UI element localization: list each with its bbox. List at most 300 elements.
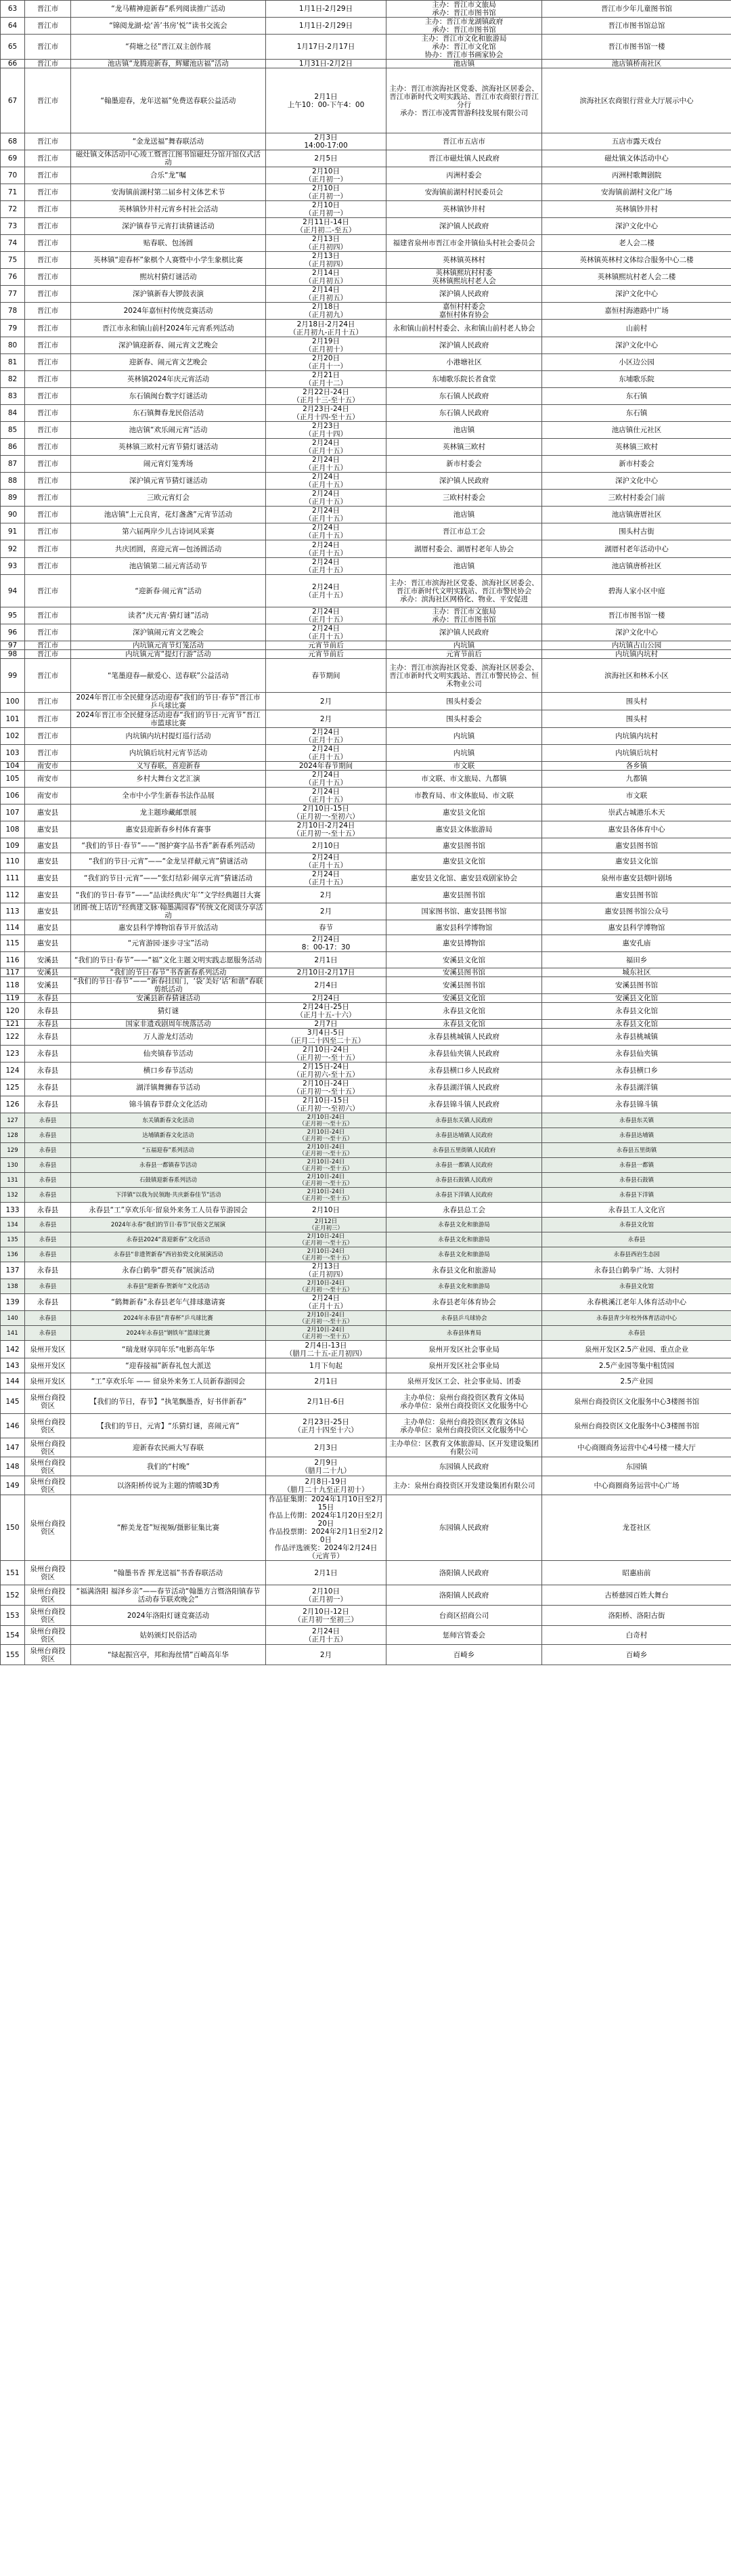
table-row [1,456,731,473]
activity-time-cell: 2月24日 （正月十五） [266,456,386,473]
table-row [1,1495,731,1561]
activity-time-cell: 2月1日 [266,952,386,968]
activity-name-cell: 深沪镇新春大锣鼓表演 [71,286,266,303]
region-cell: 晋江市 [25,150,71,167]
organizer-cell: 市文联 [386,762,542,771]
venue-cell: 惠安县图书馆 [542,887,731,903]
activity-time-cell: 2月5日 [266,150,386,167]
region-cell: 晋江市 [25,693,71,710]
venue-cell: 东石镇 [542,388,731,405]
row-number-cell: 117 [1,968,25,977]
organizer-cell: 惠安县文化馆 [386,853,542,870]
activity-name-cell: 永春县2024“喜迎新春”文化活动 [71,1232,266,1247]
organizer-cell: 主办：泉州台商投资区开发建设集团有限公司 [386,1476,542,1495]
region-cell: 晋江市 [25,540,71,558]
activity-name-cell: 迎新春农民画大写春联 [71,1438,266,1457]
venue-cell: 晋江市图书馆总馆 [542,18,731,35]
region-cell: 永春县 [25,1062,71,1079]
row-number-cell: 120 [1,1003,25,1020]
venue-cell: 深沪文化中心 [542,337,731,354]
row-number-cell: 126 [1,1096,25,1113]
activity-table-body [1,1,731,1665]
table-row [1,303,731,320]
venue-cell: 永春县文化馆 [542,1020,731,1029]
region-cell: 晋江市 [25,607,71,624]
organizer-cell: 泉州开发区工会、社会事业局、团委 [386,1373,542,1390]
activity-time-cell: 2月24日 （正月十五） [266,558,386,575]
region-cell: 晋江市 [25,641,71,650]
table-row [1,1561,731,1585]
organizer-cell: 池店镇 [386,558,542,575]
table-row [1,405,731,422]
activity-time-cell: 2月24日 （正月十五） [266,771,386,788]
activity-name-cell: 【我们的节日，元宵】“乐猜灯谜，喜闹元宵” [71,1414,266,1438]
organizer-cell: 元宵节前后 [386,650,542,659]
activity-time-cell: 2月9日 （腊月二十九） [266,1457,386,1476]
activity-name-cell: 东关镇新春文化活动 [71,1113,266,1128]
venue-cell: 碧海人家小区中庭 [542,575,731,607]
organizer-cell: 主办：晋江市滨海社区党委、滨海社区居委会、晋江市新时代文明实践站、晋江市警民协会、恒禾物业公司 [386,659,542,693]
organizer-cell: 永春县文化和旅游局 [386,1218,542,1232]
venue-cell: 池店镇仕元社区 [542,422,731,439]
table-row [1,184,731,201]
region-cell: 泉州开发区 [25,1341,71,1358]
row-number-cell: 128 [1,1128,25,1143]
region-cell: 晋江市 [25,1,71,18]
venue-cell: 池店镇桥南社区 [542,60,731,68]
activity-name-cell: 永春县一都镇春节活动 [71,1158,266,1173]
region-cell: 永春县 [25,1046,71,1062]
region-cell: 永春县 [25,1279,71,1294]
table-row [1,1438,731,1457]
table-row [1,1626,731,1645]
organizer-cell: 洛阳镇人民政府 [386,1585,542,1606]
row-number-cell: 94 [1,575,25,607]
activity-time-cell: 2月20日 （正月十一） [266,354,386,371]
organizer-cell: 英林镇熙坑村村委 英林镇熙坑村老人会 [386,269,542,286]
region-cell: 晋江市 [25,354,71,371]
table-row [1,693,731,710]
row-number-cell: 90 [1,507,25,523]
table-row [1,853,731,870]
activity-name-cell: “我们的节日·春节”——“新春挂国门，‘袋’美好‘话’和谐”春联剪纸活动 [71,977,266,994]
activity-time-cell: 2月10日 [266,1203,386,1218]
row-number-cell: 83 [1,388,25,405]
organizer-cell: 湖厝村委会、湖厝村老年人协会 [386,540,542,558]
organizer-cell: 主办：晋江市文旅局 承办：晋江市图书馆 [386,607,542,624]
organizer-cell: 永春县五里街镇人民政府 [386,1143,542,1158]
activity-name-cell: 【我们的节日，春节】“执笔飘墨香，好书伴新春” [71,1390,266,1414]
organizer-cell: 主办：晋江市龙湖镇政府 承办：晋江市图书馆 [386,18,542,35]
region-cell: 永春县 [25,1311,71,1326]
activity-time-cell: 2月24日 （正月十五） [266,1626,386,1645]
activity-name-cell: 内坑镇元宵节灯笼活动 [71,641,266,650]
activity-name-cell: 石鼓镇迎新春系列活动 [71,1173,266,1188]
row-number-cell: 124 [1,1062,25,1079]
organizer-cell: 小港塘社区 [386,354,542,371]
activity-time-cell: 2月10日-24日 （正月初一-至十五） [266,1279,386,1294]
venue-cell: 福田乡 [542,952,731,968]
table-row [1,1143,731,1158]
activity-time-cell: 1月1日-2月29日 [266,18,386,35]
table-row [1,745,731,762]
region-cell: 晋江市 [25,286,71,303]
row-number-cell: 70 [1,167,25,184]
row-number-cell: 112 [1,887,25,903]
table-row [1,68,731,133]
region-cell: 永春县 [25,1020,71,1029]
organizer-cell: 主办：晋江市文化和旅游局 承办：晋江市文化馆 协办：晋江市书画家协会 [386,35,542,60]
table-row [1,320,731,337]
venue-cell: 内坑镇内坑村 [542,650,731,659]
activity-name-cell: 迎新春、闹元宵文艺晚会 [71,354,266,371]
table-row [1,935,731,952]
activity-time-cell: 2月10日-2月24日 （正月初一-至十五） [266,821,386,838]
venue-cell: 池店镇唐厝社区 [542,507,731,523]
organizer-cell: 安溪县文化馆 [386,994,542,1003]
table-row [1,286,731,303]
activity-name-cell: 三欧元宵灯会 [71,490,266,507]
table-row [1,1279,731,1294]
venue-cell: 晋江市图书馆一楼 [542,607,731,624]
region-cell: 惠安县 [25,821,71,838]
activity-name-cell: “我们的节日·元宵”——“张灯结彩·闹享元宵”猜谜活动 [71,870,266,887]
venue-cell: 泉州台商投资区文化服务中心3楼图书馆 [542,1414,731,1438]
activity-name-cell: 国家非遗戏剧周年统落活动 [71,1020,266,1029]
activity-time-cell: 2月10日-24日 （正月初一-至十五） [266,1232,386,1247]
region-cell: 泉州台商投资区 [25,1495,71,1561]
table-row [1,388,731,405]
table-row [1,575,731,607]
row-number-cell: 150 [1,1495,25,1561]
organizer-cell: 惠安县图书馆 [386,887,542,903]
table-row [1,150,731,167]
activity-time-cell: 2月19日 （正月初十） [266,337,386,354]
venue-cell: 内坑镇古山公园 [542,641,731,650]
row-number-cell: 133 [1,1203,25,1218]
organizer-cell: 泉州开发区社会事业局 [386,1358,542,1373]
organizer-cell: 深沪镇人民政府 [386,218,542,235]
region-cell: 晋江市 [25,575,71,607]
activity-time-cell: 2月10日-15日 （正月初一-至初六） [266,1096,386,1113]
row-number-cell: 93 [1,558,25,575]
row-number-cell: 153 [1,1606,25,1626]
table-row [1,1457,731,1476]
venue-cell: 惠安县图书馆 [542,838,731,853]
venue-cell: 安溪县文化馆 [542,994,731,1003]
region-cell: 惠安县 [25,853,71,870]
region-cell: 晋江市 [25,371,71,388]
venue-cell: 五店市露天戏台 [542,133,731,150]
organizer-cell: 新市村委会 [386,456,542,473]
row-number-cell: 96 [1,624,25,641]
organizer-cell: 永春县文化和旅游局 [386,1247,542,1262]
table-row [1,1341,731,1358]
organizer-cell: 永春县东关镇人民政府 [386,1113,542,1128]
venue-cell: 惠安县图书馆公众号 [542,903,731,920]
venue-cell: 英林镇三欧村 [542,439,731,456]
activity-name-cell: 团圆·统上话访“经典建文脉·翰墨满园春”传统文化阅读分享活动 [71,903,266,920]
row-number-cell: 127 [1,1113,25,1128]
activity-time-cell: 2月18日-2月24日 （正月初九-正月十五） [266,320,386,337]
region-cell: 晋江市 [25,68,71,133]
region-cell: 晋江市 [25,388,71,405]
venue-cell: 惠安县科学博物馆 [542,920,731,935]
organizer-cell: 晋江市五店市 [386,133,542,150]
row-number-cell: 66 [1,60,25,68]
venue-cell: 东埔歌乐院 [542,371,731,388]
activity-name-cell: 以洛阳桥传说为主题的情暖3D秀 [71,1476,266,1495]
region-cell: 晋江市 [25,659,71,693]
table-row [1,920,731,935]
table-row [1,1203,731,1218]
activity-time-cell: 2月14日 （正月初五） [266,286,386,303]
row-number-cell: 123 [1,1046,25,1062]
region-cell: 永春县 [25,1029,71,1046]
row-number-cell: 152 [1,1585,25,1606]
organizer-cell: 东埔歌乐院长者食堂 [386,371,542,388]
table-row [1,1373,731,1390]
activity-time-cell: 2月1日-6日 [266,1390,386,1414]
activity-time-cell: 2月10日-24日 （正月初一-至十五） [266,1311,386,1326]
region-cell: 泉州台商投资区 [25,1457,71,1476]
organizer-cell: 深沪镇人民政府 [386,286,542,303]
region-cell: 惠安县 [25,887,71,903]
venue-cell: 山前村 [542,320,731,337]
region-cell: 晋江市 [25,201,71,218]
region-cell: 惠安县 [25,838,71,853]
row-number-cell: 101 [1,710,25,728]
venue-cell: 池店镇唐桥社区 [542,558,731,575]
activity-time-cell: 2月10日-24日 （正月初一-至十五） [266,1113,386,1128]
venue-cell: 滨海社区和林禾小区 [542,659,731,693]
venue-cell: 永春县 [542,1326,731,1341]
activity-time-cell: 3月4日-5日 （正月二十四至二十五） [266,1029,386,1046]
region-cell: 惠安县 [25,804,71,821]
activity-time-cell: 2月10日-24日 （正月初一-至十五） [266,1188,386,1203]
row-number-cell: 67 [1,68,25,133]
activity-time-cell: 2月 [266,693,386,710]
row-number-cell: 107 [1,804,25,821]
organizer-cell: 惠安县博物馆 [386,935,542,952]
activity-name-cell: 永春白鹤拳“群英春”展演活动 [71,1262,266,1279]
table-row [1,422,731,439]
activity-time-cell: 2月24日 （正月十五） [266,490,386,507]
region-cell: 泉州台商投资区 [25,1390,71,1414]
row-number-cell: 130 [1,1158,25,1173]
organizer-cell: 永春县体育局 [386,1326,542,1341]
organizer-cell: 台商区招商公司 [386,1606,542,1626]
region-cell: 惠安县 [25,870,71,887]
activity-name-cell: 我们的“村晚” [71,1457,266,1476]
table-row [1,1606,731,1626]
venue-cell: 惠安孔庙 [542,935,731,952]
region-cell: 泉州台商投资区 [25,1585,71,1606]
region-cell: 泉州开发区 [25,1373,71,1390]
activity-name-cell: 熙坑村猜灯谜活动 [71,269,266,286]
table-row [1,18,731,35]
organizer-cell: 惠安县科学博物馆 [386,920,542,935]
venue-cell: 2.5产业园 [542,1373,731,1390]
organizer-cell: 永春县乒乓球协会 [386,1311,542,1326]
venue-cell: 百崎乡 [542,1645,731,1665]
region-cell: 晋江市 [25,235,71,252]
table-row [1,558,731,575]
activity-name-cell: 英林镇“迎春杯”象棋个人赛暨中小学生象棋比赛 [71,252,266,269]
region-cell: 惠安县 [25,935,71,952]
table-row [1,804,731,821]
row-number-cell: 122 [1,1029,25,1046]
venue-cell: 永春县锦斗镇 [542,1096,731,1113]
activity-time-cell: 2月1日 [266,1373,386,1390]
activity-name-cell: 永春县“非遗贺新春”西岩拍瓷文化展演活动 [71,1247,266,1262]
region-cell: 泉州台商投资区 [25,1645,71,1665]
venue-cell: 三欧村村委会门前 [542,490,731,507]
row-number-cell: 64 [1,18,25,35]
organizer-cell: 洛阳镇人民政府 [386,1561,542,1585]
activity-time-cell: 2024年春节期间 [266,762,386,771]
row-number-cell: 154 [1,1626,25,1645]
venue-cell: 城东社区 [542,968,731,977]
activity-name-cell: 第六届两岸少儿古诗词风采赛 [71,523,266,540]
organizer-cell: 深沪镇人民政府 [386,624,542,641]
table-row [1,269,731,286]
table-row [1,1003,731,1020]
organizer-cell: 英林镇英林村 [386,252,542,269]
organizer-cell: 池店镇 [386,507,542,523]
activity-name-cell: 池店镇“欢乐闹元宵”活动 [71,422,266,439]
activity-time-cell: 2月24日 （正月十五） [266,473,386,490]
venue-cell: 英林镇英林村文体综合服务中心二楼 [542,252,731,269]
row-number-cell: 106 [1,788,25,804]
venue-cell: 磁灶镇文体活动中心 [542,150,731,167]
activity-name-cell: 内坑镇内坑村提灯巡行活动 [71,728,266,745]
organizer-cell: 深沪镇人民政府 [386,337,542,354]
organizer-cell: 永春县达埔镇人民政府 [386,1128,542,1143]
activity-time-cell: 2月24日 8：00-17：30 [266,935,386,952]
row-number-cell: 113 [1,903,25,920]
table-row [1,1188,731,1203]
region-cell: 泉州台商投资区 [25,1561,71,1585]
organizer-cell: 永春县文化馆 [386,1020,542,1029]
row-number-cell: 104 [1,762,25,771]
row-number-cell: 71 [1,184,25,201]
row-number-cell: 87 [1,456,25,473]
table-row [1,439,731,456]
activity-name-cell: “我们的节日·春节”——“图护赛字品书香”新春系列活动 [71,838,266,853]
venue-cell: 嘉恒村海港路中广场 [542,303,731,320]
region-cell: 晋江市 [25,710,71,728]
activity-time-cell: 2月8日-19日 （腊月二十九至正月初十） [266,1476,386,1495]
activity-time-cell: 2月24日 （正月十五） [266,507,386,523]
venue-cell: 永春县青少年校外体育活动中心 [542,1311,731,1326]
region-cell: 晋江市 [25,320,71,337]
table-row [1,821,731,838]
activity-time-cell: 2月10日-24日 （正月初一-至十五） [266,1079,386,1096]
table-row [1,968,731,977]
row-number-cell: 134 [1,1218,25,1232]
activity-time-cell: 2月1日 [266,1561,386,1585]
organizer-cell: 东园镇人民政府 [386,1495,542,1561]
region-cell: 永春县 [25,1128,71,1143]
organizer-cell: 永春县石鼓镇人民政府 [386,1173,542,1188]
activity-name-cell: “龙马精神迎新春”系列阅读推广活动 [71,1,266,18]
row-number-cell: 119 [1,994,25,1003]
venue-cell: 安海镇前湖村文化广场 [542,184,731,201]
region-cell: 永春县 [25,1188,71,1203]
venue-cell: 昭惠庙前 [542,1561,731,1585]
activity-name-cell: 龙主题珍藏邮票展 [71,804,266,821]
row-number-cell: 69 [1,150,25,167]
venue-cell: 永春县石鼓镇 [542,1173,731,1188]
organizer-cell: 安溪县文化馆 [386,952,542,968]
venue-cell: 中心商圈商务运营中心广场 [542,1476,731,1495]
organizer-cell: 嘉恒村村委会 嘉恒村体育协会 [386,303,542,320]
activity-name-cell: “锦阅龙湖·烩‘善’书房’悦’”读书交流会 [71,18,266,35]
region-cell: 晋江市 [25,35,71,60]
activity-name-cell: 乡村大舞台文艺汇演 [71,771,266,788]
row-number-cell: 137 [1,1262,25,1279]
region-cell: 永春县 [25,1294,71,1311]
row-number-cell: 144 [1,1373,25,1390]
activity-name-cell: 仙夹镇春节活动 [71,1046,266,1062]
table-row [1,1247,731,1262]
activity-name-cell: “鹤舞新春”永春县老年气排球邀请赛 [71,1294,266,1311]
activity-time-cell: 2月13日 （正月初四） [266,235,386,252]
region-cell: 晋江市 [25,337,71,354]
table-row [1,1029,731,1046]
venue-cell: 深沪文化中心 [542,473,731,490]
activity-time-cell: 2月24日-25日 （正月十五-十六） [266,1003,386,1020]
activity-time-cell: 2月10日-24日 （正月初一-至十五） [266,1046,386,1062]
venue-cell: 泉州市惠安县烟叶剧场 [542,870,731,887]
venue-cell: 永春县东关镇 [542,1113,731,1128]
venue-cell: 永春县文化馆 [542,1003,731,1020]
activity-name-cell: “荷塘之径”晋江双主创作展 [71,35,266,60]
venue-cell: 深沪文化中心 [542,286,731,303]
row-number-cell: 82 [1,371,25,388]
activity-time-cell: 春节 [266,920,386,935]
organizer-cell: 池店镇 [386,422,542,439]
organizer-cell: 主办单位：区教育文体旅游局、区开发建设集团有限公司 [386,1438,542,1457]
activity-time-cell: 2月 [266,903,386,920]
table-row [1,1096,731,1113]
activity-time-cell: 2月4日-13日 （腊月二十五-正月初四） [266,1341,386,1358]
venue-cell: 围头村 [542,693,731,710]
region-cell: 惠安县 [25,903,71,920]
region-cell: 晋江市 [25,456,71,473]
row-number-cell: 103 [1,745,25,762]
table-row [1,1113,731,1128]
venue-cell: 龙苍社区 [542,1495,731,1561]
organizer-cell: 国家图书馆、惠安县图书馆 [386,903,542,920]
activity-name-cell: 深沪镇元宵节猜灯谜活动 [71,473,266,490]
activity-time-cell: 2月24日 （正月十五） [266,624,386,641]
activity-time-cell: 元宵节前后 [266,650,386,659]
organizer-cell: 安海镇前湖村村民委员会 [386,184,542,201]
row-number-cell: 145 [1,1390,25,1414]
activity-time-cell: 2月11日-14日 （正月初二-至五） [266,218,386,235]
row-number-cell: 72 [1,201,25,218]
activity-name-cell: “迎新春·闹元宵”活动 [71,575,266,607]
row-number-cell: 110 [1,853,25,870]
organizer-cell: 晋江市总工会 [386,523,542,540]
activity-name-cell: “元宵游园·逐步寻宝”活动 [71,935,266,952]
region-cell: 泉州台商投资区 [25,1606,71,1626]
activity-name-cell: 达埔镇新春文化活动 [71,1128,266,1143]
activity-name-cell: 内坑镇元宵“提灯行游”活动 [71,650,266,659]
row-number-cell: 141 [1,1326,25,1341]
